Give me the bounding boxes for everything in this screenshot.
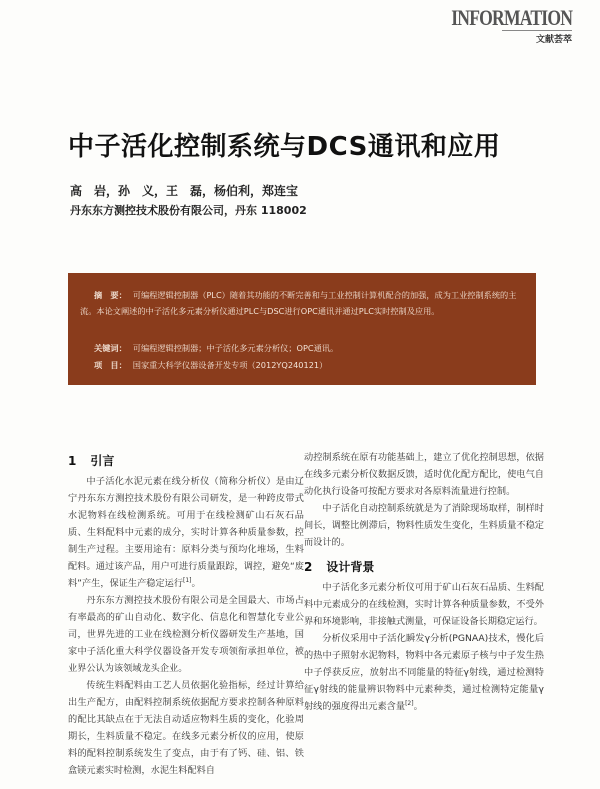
fund-line xyxy=(94,357,327,373)
paragraph xyxy=(68,473,304,592)
fund-label: 项 目： xyxy=(94,360,127,370)
paragraph xyxy=(304,630,544,715)
section-title: 引言 xyxy=(90,454,115,468)
section-number: 2 xyxy=(304,560,313,574)
abstract-text: 可编程逻辑控制器（PLC）随着其功能的不断完善和与工业控制计算机配合的加强，成为工业控制系统的主流。本论文阐述的中子活化多元素分析仪通过PLC与DSC进行OPC通讯并通过PLC实时控制及应用。 xyxy=(80,290,517,316)
paragraph-continued: 动控制系统在原有功能基础上，建立了优化控制思想，依据在线多元素分析仪数据反馈，适时优化配方配比，使电气自动化执行设备可按配方要求对各原料流量进行控制。 xyxy=(304,452,544,497)
paragraph-text: 分析仪采用中子活化瞬发γ分析(PGNAA)技术，慢化后的热中子照射水泥物料，物料中各元素原子核与中子发生热中子俘获反应，放射出不同能量的特征γ射线，通过检测特征γ射线的能量辨识物料中元素种类，通过检测特定能量γ射线的强度得出元素含量 xyxy=(304,633,544,712)
section-header xyxy=(421,6,572,45)
keywords-label: 关键词： xyxy=(94,343,127,353)
paragraph-text: 中子活化水泥元素在线分析仪（简称分析仪）是由辽宁丹东东方测控技术股份有限公司研发，是一种跨皮带式水泥物料在线检测系统。可用于在线检测矿山石灰石品质、生料配料中元素的成分，实时计算各种质量参数，控制生产过程。主要用途有：原料分类与预均化堆场，生料配料。通过该产品，用户可进行质量跟踪，调控，避免“废料”产生，保证生产稳定运行 xyxy=(68,476,304,589)
fund-text: 国家重大科学仪器设备开发专项（2012YQ240121） xyxy=(132,360,328,370)
abstract-label: 摘 要： xyxy=(94,290,127,300)
paragraph-text: 。 xyxy=(191,578,201,589)
section-label-en: INFORMATION xyxy=(451,5,572,30)
keywords-text: 可编程逻辑控制器；中子活化多元素分析仪；OPC通讯。 xyxy=(132,343,339,353)
left-column xyxy=(68,449,304,779)
header-rule xyxy=(502,30,572,31)
paragraph: 传统生料配料由工艺人员依据化验指标，经过计算给出生产配方，由配料控制系统依据配方要求控制各种原料的配比其缺点在于无法自动适应物料生质的变化，化验周期长，生料质量不稳定。在线多元素分析仪的应用，使原料的配料控制系统发生了变点，由于有了钙、硅、铝、铁盒镁元素实时检测，水泥生料配料自 xyxy=(68,680,304,776)
section-title: 设计背景 xyxy=(326,560,375,574)
author-list: 高 岩，孙 义，王 磊，杨伯利，郑连宝 xyxy=(70,184,299,198)
abstract-box xyxy=(68,273,536,385)
affiliation: 丹东东方测控技术股份有限公司，丹东 118002 xyxy=(70,204,307,217)
right-column xyxy=(304,449,544,715)
paragraph: 中子活化多元素分析仪可用于矿山石灰石品质、生料配料中元素成分的在线检测，实时计算各种质量参数，不受外界和环境影响，非接触式测量，可保证设备长期稳定运行。 xyxy=(304,582,544,627)
section-heading-intro xyxy=(68,449,304,473)
section-number: 1 xyxy=(68,454,77,468)
abstract-paragraph xyxy=(80,287,528,319)
article-title: 中子活化控制系统与DCS通讯和应用 xyxy=(68,132,501,162)
paragraph: 丹东东方测控技术股份有限公司是全国最大、市场占有率最高的矿山自动化、数字化、信息化和智慧化专业公司，世界先进的工业在线检测分析仪器研发生产基地，国家中子活化重大科学仪器设备开发专项领衔承担单位，被业界公认为该领域龙头企业。 xyxy=(68,595,304,674)
keywords-line xyxy=(94,340,338,356)
paragraph-text: 。 xyxy=(413,701,423,712)
section-heading-background xyxy=(304,555,544,579)
citation: [2] xyxy=(405,699,414,707)
paragraph: 中子活化自动控制系统就是为了消除现场取样，制样时间长，调整比例滞后，物料性质发生变化，生料质量不稳定而设计的。 xyxy=(304,503,544,548)
citation: [1] xyxy=(183,576,192,584)
section-label-cn: 文献荟萃 xyxy=(535,35,572,45)
